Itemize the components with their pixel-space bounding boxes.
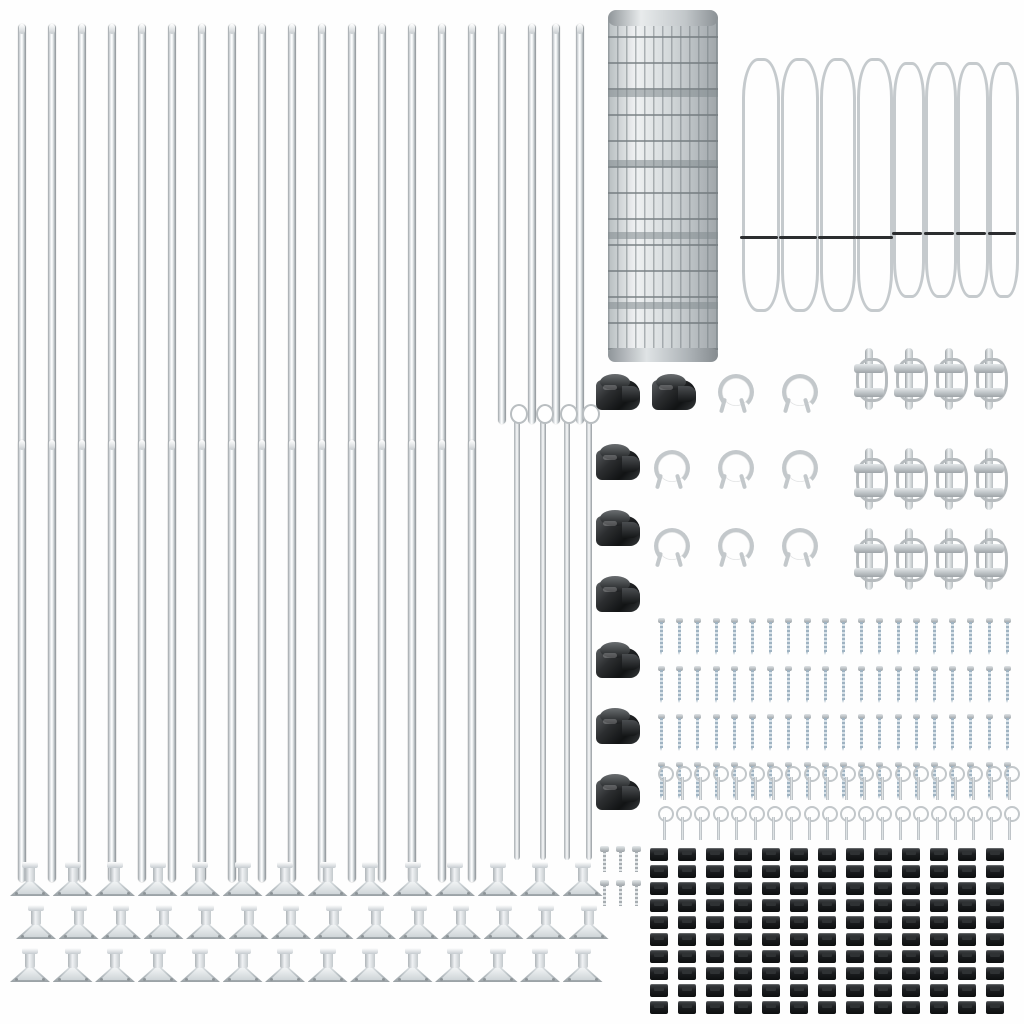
screw (876, 618, 883, 652)
black-wire-tie (650, 950, 668, 963)
black-wire-tie (986, 865, 1004, 878)
ground-anchor-plate (136, 950, 180, 990)
black-wire-tie (846, 916, 864, 929)
black-wire-tie (678, 950, 696, 963)
ground-anchor-plate (482, 907, 526, 947)
black-wire-tie (706, 984, 724, 997)
black-wire-tie (734, 984, 752, 997)
black-wire-tie (930, 1001, 948, 1014)
black-wire-tie (902, 1001, 920, 1014)
black-wire-tie (818, 916, 836, 929)
ground-anchor-plate (306, 950, 350, 990)
ground-anchor-plate (269, 907, 313, 947)
black-wire-tie (846, 882, 864, 895)
black-wire-tie (650, 865, 668, 878)
black-wire-tie (818, 848, 836, 861)
black-wire-tie (874, 933, 892, 946)
screw (822, 714, 829, 748)
eye-hook (1002, 806, 1018, 840)
black-wire-tie (650, 933, 668, 946)
screw (694, 666, 701, 700)
black-wire-tie (762, 950, 780, 963)
ground-anchor-plate (14, 907, 58, 947)
eye-hook (820, 766, 836, 800)
black-wire-tie (678, 916, 696, 929)
screw (658, 714, 665, 748)
screw (676, 666, 683, 700)
black-wire-tie (986, 899, 1004, 912)
eye-hook (747, 806, 763, 840)
screw (967, 666, 974, 700)
screw (895, 666, 902, 700)
black-wire-tie (902, 933, 920, 946)
screw (931, 666, 938, 700)
black-wire-tie (846, 1001, 864, 1014)
ground-anchor-plate (142, 907, 186, 947)
black-wire-tie (762, 899, 780, 912)
ground-anchor-plate (561, 864, 605, 904)
black-wire-tie (678, 967, 696, 980)
eye-hook (1002, 766, 1018, 800)
screw (767, 666, 774, 700)
screw (840, 618, 847, 652)
black-wire-tie (902, 865, 920, 878)
black-wire-tie (902, 848, 920, 861)
black-wire-tie (958, 933, 976, 946)
screw (840, 714, 847, 748)
screw (822, 618, 829, 652)
black-wire-tie (958, 899, 976, 912)
eye-hook (765, 766, 781, 800)
screw (749, 618, 756, 652)
ground-anchor-plate (178, 950, 222, 990)
black-wire-tie (846, 899, 864, 912)
ground-anchor-plate (476, 950, 520, 990)
screw (767, 714, 774, 748)
black-wire-tie (846, 984, 864, 997)
eye-hook (674, 806, 690, 840)
black-wire-tie (874, 916, 892, 929)
black-wire-tie (678, 899, 696, 912)
black-wire-tie (874, 882, 892, 895)
black-wire-tie (678, 882, 696, 895)
black-wire-tie (762, 984, 780, 997)
black-wire-tie (958, 916, 976, 929)
screw (876, 714, 883, 748)
screw (986, 666, 993, 700)
black-wire-tie (790, 984, 808, 997)
black-wire-tie (846, 967, 864, 980)
screw (1004, 618, 1011, 652)
screw (713, 666, 720, 700)
screw (967, 618, 974, 652)
black-wire-tie (874, 899, 892, 912)
black-wire-tie (846, 865, 864, 878)
black-wire-tie (818, 1001, 836, 1014)
black-wire-tie (678, 984, 696, 997)
black-wire-tie (958, 967, 976, 980)
ground-anchor-plate (263, 864, 307, 904)
black-wire-tie (930, 848, 948, 861)
black-wire-tie (762, 916, 780, 929)
black-wire-tie (650, 882, 668, 895)
eye-hook (656, 766, 672, 800)
ground-anchor-plate (391, 950, 435, 990)
screw (713, 714, 720, 748)
eye-hook (747, 766, 763, 800)
screw (1004, 714, 1011, 748)
ground-anchor-plate (312, 907, 356, 947)
screw (949, 666, 956, 700)
black-wire-tie (650, 899, 668, 912)
black-wire-tie (734, 967, 752, 980)
eye-hook (711, 766, 727, 800)
eye-hook (765, 806, 781, 840)
screw (858, 714, 865, 748)
black-wire-tie (986, 848, 1004, 861)
black-wire-tie (790, 882, 808, 895)
black-wire-tie (762, 882, 780, 895)
black-wire-tie (650, 916, 668, 929)
eye-hook (965, 766, 981, 800)
black-wire-tie (818, 984, 836, 997)
eye-hook (656, 806, 672, 840)
black-wire-tie (930, 967, 948, 980)
black-wire-tie (986, 1001, 1004, 1014)
black-wire-tie (790, 899, 808, 912)
eye-hook (947, 806, 963, 840)
black-wire-tie (986, 882, 1004, 895)
black-wire-tie (790, 1001, 808, 1014)
screw (785, 618, 792, 652)
black-wire-tie (706, 967, 724, 980)
ground-anchor-plate (518, 950, 562, 990)
black-wire-tie (734, 865, 752, 878)
eye-hook (820, 806, 836, 840)
eye-hook (838, 766, 854, 800)
black-wire-tie (734, 933, 752, 946)
black-wire-tie (762, 865, 780, 878)
eye-hook (929, 766, 945, 800)
black-wire-tie (958, 950, 976, 963)
black-wire-tie (734, 848, 752, 861)
black-wire-tie (678, 865, 696, 878)
black-wire-tie (734, 899, 752, 912)
black-wire-tie (818, 865, 836, 878)
black-wire-tie (650, 967, 668, 980)
screw (822, 666, 829, 700)
ground-anchor-plate (263, 950, 307, 990)
black-wire-tie (986, 984, 1004, 997)
black-wire-tie (874, 950, 892, 963)
black-wire-tie (874, 984, 892, 997)
black-wire-tie (650, 848, 668, 861)
screw (913, 666, 920, 700)
black-wire-tie (958, 848, 976, 861)
black-wire-tie (706, 916, 724, 929)
black-wire-tie (902, 950, 920, 963)
black-wire-tie (734, 916, 752, 929)
eye-hook (893, 766, 909, 800)
screw (949, 618, 956, 652)
ground-anchor-plate (354, 907, 398, 947)
eye-hook (674, 766, 690, 800)
black-wire-tie (958, 984, 976, 997)
screw (913, 618, 920, 652)
eye-hook (692, 766, 708, 800)
black-wire-tie (846, 848, 864, 861)
black-wire-tie (650, 984, 668, 997)
ground-anchor-plate (221, 950, 265, 990)
black-wire-tie (902, 899, 920, 912)
eye-hook (929, 806, 945, 840)
black-wire-tie (874, 1001, 892, 1014)
ground-anchor-plate (439, 907, 483, 947)
black-wire-tie (986, 933, 1004, 946)
screw (967, 714, 974, 748)
eye-hook (802, 806, 818, 840)
ground-anchor-plate (518, 864, 562, 904)
black-wire-tie (762, 967, 780, 980)
black-wire-tie (790, 967, 808, 980)
eye-hook (874, 806, 890, 840)
black-wire-tie (846, 933, 864, 946)
eye-hook (984, 806, 1000, 840)
ground-anchor-plate (391, 864, 435, 904)
screw (658, 618, 665, 652)
black-wire-tie (930, 950, 948, 963)
ground-anchor-plate (57, 907, 101, 947)
black-wire-tie (706, 933, 724, 946)
black-wire-tie (986, 950, 1004, 963)
screw (713, 618, 720, 652)
ground-anchor-plate (524, 907, 568, 947)
black-wire-tie (874, 848, 892, 861)
eye-hook (965, 806, 981, 840)
ground-anchor-plate (8, 864, 52, 904)
screw (1004, 666, 1011, 700)
ground-anchor-plate (184, 907, 228, 947)
black-wire-tie (762, 1001, 780, 1014)
black-wire-tie (734, 882, 752, 895)
screw (694, 618, 701, 652)
ground-anchor-plate (93, 950, 137, 990)
black-wire-tie (818, 882, 836, 895)
screw (749, 714, 756, 748)
screw (658, 666, 665, 700)
black-wire-tie (762, 933, 780, 946)
ground-anchor-plate (433, 950, 477, 990)
black-wire-tie (790, 933, 808, 946)
eye-hook (783, 806, 799, 840)
black-wire-tie (762, 848, 780, 861)
black-wire-tie (930, 865, 948, 878)
black-wire-tie (874, 967, 892, 980)
black-wire-tie (958, 882, 976, 895)
screw (895, 618, 902, 652)
screw (895, 714, 902, 748)
black-wire-tie (734, 1001, 752, 1014)
black-wire-tie (958, 1001, 976, 1014)
eye-hook (893, 806, 909, 840)
eye-hook (838, 806, 854, 840)
screw (913, 714, 920, 748)
black-wire-tie (818, 967, 836, 980)
screw (931, 714, 938, 748)
ground-anchor-plate (51, 950, 95, 990)
ground-anchor-plate (221, 864, 265, 904)
black-wire-tie (874, 865, 892, 878)
ground-anchor-plate (93, 864, 137, 904)
screw (986, 618, 993, 652)
ground-anchor-plate (397, 907, 441, 947)
eye-hook (856, 766, 872, 800)
screw (876, 666, 883, 700)
black-wire-tie (706, 1001, 724, 1014)
black-wire-tie (790, 950, 808, 963)
eye-hook (802, 766, 818, 800)
black-wire-tie (706, 848, 724, 861)
black-wire-tie (930, 882, 948, 895)
ground-anchor-plate (227, 907, 271, 947)
screw (986, 714, 993, 748)
eye-hook (692, 806, 708, 840)
ground-anchor-plate (99, 907, 143, 947)
screw (749, 666, 756, 700)
screw (785, 666, 792, 700)
black-wire-tie (902, 984, 920, 997)
black-wire-tie (930, 916, 948, 929)
ground-anchor-plate (51, 864, 95, 904)
ground-anchor-plate (306, 864, 350, 904)
screw (804, 666, 811, 700)
eye-hook (947, 766, 963, 800)
screw (731, 618, 738, 652)
black-wire-tie (902, 916, 920, 929)
screw (804, 618, 811, 652)
screw (731, 666, 738, 700)
screw (840, 666, 847, 700)
black-wire-tie (902, 882, 920, 895)
black-wire-tie (790, 848, 808, 861)
eye-hook (911, 766, 927, 800)
black-wire-tie (930, 899, 948, 912)
screw (694, 714, 701, 748)
black-wire-tie (790, 865, 808, 878)
screw (731, 714, 738, 748)
black-wire-tie (790, 916, 808, 929)
screw (676, 618, 683, 652)
ground-anchor-plate (136, 864, 180, 904)
black-wire-tie (678, 1001, 696, 1014)
wire-mesh-roll (608, 10, 718, 362)
ground-anchor-plate (8, 950, 52, 990)
black-wire-tie (678, 933, 696, 946)
screw (785, 714, 792, 748)
black-wire-tie (706, 865, 724, 878)
black-wire-tie (930, 984, 948, 997)
ground-anchor-plate (348, 950, 392, 990)
eye-hook (711, 806, 727, 840)
ground-anchor-plate (567, 907, 611, 947)
black-wire-tie (818, 899, 836, 912)
eye-hook (783, 766, 799, 800)
screw (804, 714, 811, 748)
screw (949, 714, 956, 748)
ground-anchor-plate (561, 950, 605, 990)
eye-hook (729, 806, 745, 840)
screw (858, 666, 865, 700)
ground-anchor-plate (476, 864, 520, 904)
eye-hook (911, 806, 927, 840)
black-wire-tie (846, 950, 864, 963)
black-wire-tie (958, 865, 976, 878)
screw (858, 618, 865, 652)
black-wire-tie (986, 916, 1004, 929)
ground-anchor-plate (433, 864, 477, 904)
black-wire-tie (818, 950, 836, 963)
ground-anchor-plate (178, 864, 222, 904)
ground-anchor-plate (348, 864, 392, 904)
eye-hook (984, 766, 1000, 800)
black-wire-tie (678, 848, 696, 861)
eye-hook (856, 806, 872, 840)
black-wire-tie (706, 950, 724, 963)
black-wire-tie (818, 933, 836, 946)
black-wire-tie (902, 967, 920, 980)
screw (676, 714, 683, 748)
black-wire-tie (986, 967, 1004, 980)
black-wire-tie (930, 933, 948, 946)
eye-hook (729, 766, 745, 800)
black-wire-tie (706, 899, 724, 912)
black-wire-tie (734, 950, 752, 963)
eye-hook (874, 766, 890, 800)
black-wire-tie (706, 882, 724, 895)
black-wire-tie (650, 1001, 668, 1014)
screw (767, 618, 774, 652)
screw (931, 618, 938, 652)
